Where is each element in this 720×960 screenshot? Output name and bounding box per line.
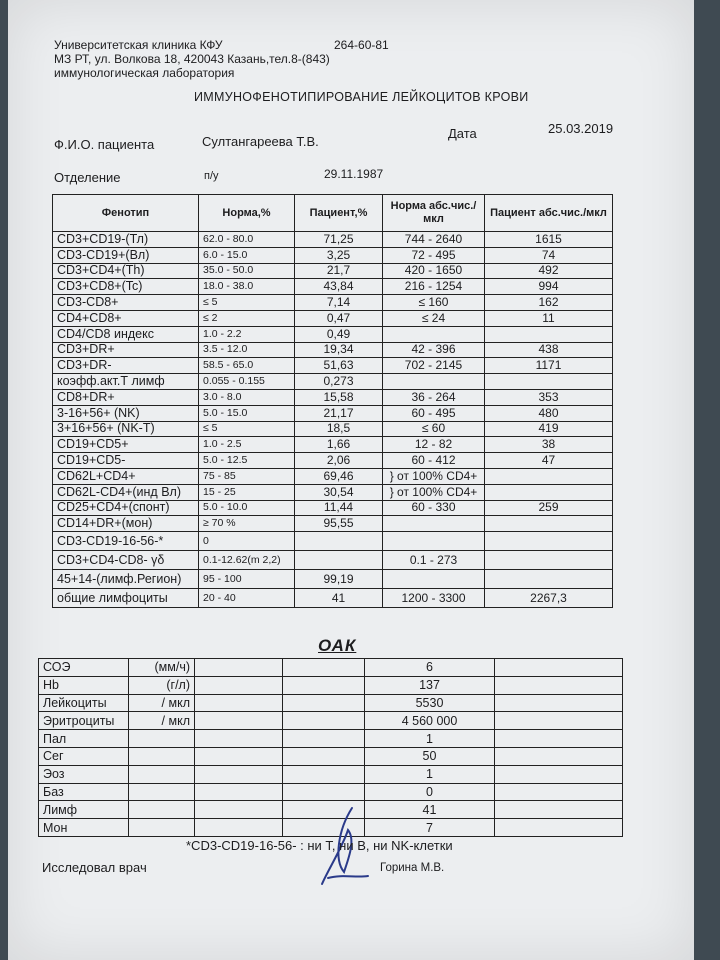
phenotype-cell: CD4+CD8+	[53, 310, 199, 326]
footnote: *CD3-CD19-16-56- : ни Т, ни В, ни NK-клетки	[186, 838, 453, 853]
patient-abs-cell: 38	[485, 437, 613, 453]
immuno-row	[53, 310, 613, 326]
oak-unit-cell: (мм/ч)	[129, 659, 195, 677]
norm-percent-cell: 0.1-12.62(m 2,2)	[199, 551, 295, 570]
immuno-row	[53, 516, 613, 532]
oak-value-cell: 50	[365, 747, 495, 765]
immuno-row	[53, 589, 613, 608]
col-phenotype: Фенотип	[53, 195, 199, 232]
oak-unit-cell	[129, 801, 195, 819]
phenotype-cell: CD14+DR+(мон)	[53, 516, 199, 532]
patient-percent-cell: 15,58	[295, 389, 383, 405]
norm-percent-cell: 15 - 25	[199, 484, 295, 500]
norm-percent-cell: 1.0 - 2.5	[199, 437, 295, 453]
oak-spacer-cell	[283, 730, 365, 748]
phenotype-cell: CD19+CD5+	[53, 437, 199, 453]
immuno-row	[53, 532, 613, 551]
phenotype-cell: 45+14-(лимф.Регион)	[53, 570, 199, 589]
oak-spacer-cell	[283, 765, 365, 783]
patient-abs-cell: 11	[485, 310, 613, 326]
immuno-row	[53, 326, 613, 342]
oak-spacer-cell	[495, 765, 623, 783]
oak-spacer-cell	[195, 659, 283, 677]
oak-row	[39, 676, 623, 694]
patient-abs-cell: 480	[485, 405, 613, 421]
report-date: 25.03.2019	[548, 121, 614, 136]
oak-row	[39, 747, 623, 765]
phenotype-cell: CD4/CD8 индекс	[53, 326, 199, 342]
phenotype-cell: CD62L-CD4+(инд Вл)	[53, 484, 199, 500]
patient-percent-cell: 0,47	[295, 310, 383, 326]
phenotype-cell: CD3+CD8+(Tc)	[53, 279, 199, 295]
patient-abs-cell	[485, 516, 613, 532]
patient-abs-cell: 1615	[485, 232, 613, 248]
phenotype-cell: CD25+CD4+(спонт)	[53, 500, 199, 516]
oak-spacer-cell	[495, 676, 623, 694]
immuno-row	[53, 295, 613, 311]
norm-percent-cell: 18.0 - 38.0	[199, 279, 295, 295]
oak-spacer-cell	[195, 694, 283, 712]
oak-row	[39, 659, 623, 677]
norm-abs-cell: } от 100% CD4+	[383, 484, 485, 500]
immuno-row	[53, 484, 613, 500]
phenotype-cell: 3+16+56+ (NK-T)	[53, 421, 199, 437]
patient-percent-cell: 3,25	[295, 247, 383, 263]
oak-unit-cell	[129, 819, 195, 837]
immuno-row	[53, 358, 613, 374]
immuno-row	[53, 247, 613, 263]
patient-percent-cell: 51,63	[295, 358, 383, 374]
patient-percent-cell: 21,17	[295, 405, 383, 421]
oak-spacer-cell	[195, 819, 283, 837]
patient-abs-cell: 74	[485, 247, 613, 263]
norm-abs-cell: 216 - 1254	[383, 279, 485, 295]
oak-param-cell: Баз	[39, 783, 129, 801]
norm-abs-cell: ≤ 24	[383, 310, 485, 326]
norm-percent-cell: 58.5 - 65.0	[199, 358, 295, 374]
oak-spacer-cell	[195, 783, 283, 801]
norm-abs-cell	[383, 532, 485, 551]
norm-percent-cell: 62.0 - 80.0	[199, 232, 295, 248]
phenotype-cell: CD3-CD19-16-56-*	[53, 532, 199, 551]
norm-percent-cell: 75 - 85	[199, 468, 295, 484]
birth-date: 29.11.1987	[324, 167, 384, 181]
oak-value-cell: 137	[365, 676, 495, 694]
patient-percent-cell: 18,5	[295, 421, 383, 437]
oak-unit-cell	[129, 747, 195, 765]
clinic-name: Университетская клиника КФУ	[54, 38, 223, 52]
patient-abs-cell	[485, 468, 613, 484]
oak-spacer-cell	[495, 801, 623, 819]
patient-abs-cell: 492	[485, 263, 613, 279]
phenotype-cell: общие лимфоциты	[53, 589, 199, 608]
patient-abs-cell: 47	[485, 453, 613, 469]
oak-param-cell: Hb	[39, 676, 129, 694]
patient-percent-cell: 99,19	[295, 570, 383, 589]
norm-abs-cell	[383, 374, 485, 390]
immuno-row	[53, 421, 613, 437]
norm-percent-cell: ≤ 5	[199, 421, 295, 437]
oak-spacer-cell	[195, 730, 283, 748]
col-norm-percent: Норма,%	[199, 195, 295, 232]
oak-value-cell: 41	[365, 801, 495, 819]
oak-param-cell: Лейкоциты	[39, 694, 129, 712]
phenotype-cell: коэфф.акт.Т лимф	[53, 374, 199, 390]
oak-spacer-cell	[495, 747, 623, 765]
patient-percent-cell: 71,25	[295, 232, 383, 248]
patient-abs-cell: 353	[485, 389, 613, 405]
patient-percent-cell: 0,49	[295, 326, 383, 342]
phenotype-cell: CD3+DR-	[53, 358, 199, 374]
oak-param-cell: Лимф	[39, 801, 129, 819]
oak-spacer-cell	[195, 676, 283, 694]
norm-abs-cell: 12 - 82	[383, 437, 485, 453]
oak-spacer-cell	[495, 783, 623, 801]
doctor-name: Горина М.В.	[380, 862, 445, 874]
immuno-row	[53, 342, 613, 358]
norm-percent-cell: ≤ 5	[199, 295, 295, 311]
clinic-address: МЗ РТ, ул. Волкова 18, 420043 Казань,тел.8-(843)	[54, 52, 330, 66]
immuno-row	[53, 551, 613, 570]
clinic-phone: 264-60-81	[334, 38, 389, 52]
patient-abs-cell: 1171	[485, 358, 613, 374]
patient-name-label: Ф.И.О. пациента	[54, 137, 155, 152]
col-patient-abs: Пациент абс.чис./мкл	[485, 195, 613, 232]
patient-percent-cell	[295, 551, 383, 570]
patient-percent-cell: 2,06	[295, 453, 383, 469]
phenotype-cell: CD3+CD4+(Th)	[53, 263, 199, 279]
oak-spacer-cell	[283, 659, 365, 677]
patient-percent-cell: 43,84	[295, 279, 383, 295]
oak-spacer-cell	[495, 712, 623, 730]
immuno-body	[53, 232, 613, 608]
oak-spacer-cell	[495, 659, 623, 677]
patient-percent-cell: 7,14	[295, 295, 383, 311]
patient-abs-cell	[485, 551, 613, 570]
immuno-row	[53, 232, 613, 248]
report-title: ИММУНОФЕНОТИПИРОВАНИЕ ЛЕЙКОЦИТОВ КРОВИ	[194, 90, 529, 104]
patient-abs-cell: 2267,3	[485, 589, 613, 608]
norm-abs-cell: ≤ 160	[383, 295, 485, 311]
norm-abs-cell: 744 - 2640	[383, 232, 485, 248]
patient-abs-cell	[485, 532, 613, 551]
department-value: п/у	[204, 170, 219, 182]
immuno-header-row	[53, 195, 613, 232]
norm-percent-cell: ≥ 70 %	[199, 516, 295, 532]
patient-abs-cell	[485, 326, 613, 342]
oak-param-cell: Эоз	[39, 765, 129, 783]
oak-spacer-cell	[283, 676, 365, 694]
oak-spacer-cell	[495, 819, 623, 837]
oak-row	[39, 694, 623, 712]
oak-unit-cell: / мкл	[129, 694, 195, 712]
patient-name: Султангареева Т.В.	[202, 134, 319, 149]
phenotype-cell: CD3+CD19-(Тл)	[53, 232, 199, 248]
oak-unit-cell	[129, 765, 195, 783]
immuno-row	[53, 468, 613, 484]
oak-row	[39, 730, 623, 748]
phenotype-cell: 3-16+56+ (NK)	[53, 405, 199, 421]
norm-percent-cell: 6.0 - 15.0	[199, 247, 295, 263]
norm-percent-cell: 35.0 - 50.0	[199, 263, 295, 279]
norm-abs-cell: 72 - 495	[383, 247, 485, 263]
patient-abs-cell: 259	[485, 500, 613, 516]
phenotype-cell: CD3-CD19+(Вл)	[53, 247, 199, 263]
oak-spacer-cell	[495, 730, 623, 748]
patient-abs-cell: 438	[485, 342, 613, 358]
patient-percent-cell: 1,66	[295, 437, 383, 453]
norm-abs-cell: ≤ 60	[383, 421, 485, 437]
patient-percent-cell: 11,44	[295, 500, 383, 516]
norm-percent-cell: 0	[199, 532, 295, 551]
oak-unit-cell	[129, 730, 195, 748]
oak-param-cell: Эритроциты	[39, 712, 129, 730]
oak-value-cell: 7	[365, 819, 495, 837]
norm-percent-cell: 20 - 40	[199, 589, 295, 608]
oak-title: ОАК	[318, 636, 357, 655]
phenotype-cell: CD3+DR+	[53, 342, 199, 358]
oak-value-cell: 5530	[365, 694, 495, 712]
norm-abs-cell: 60 - 412	[383, 453, 485, 469]
norm-percent-cell: 1.0 - 2.2	[199, 326, 295, 342]
patient-abs-cell: 994	[485, 279, 613, 295]
immuno-row	[53, 453, 613, 469]
oak-value-cell: 0	[365, 783, 495, 801]
immunophenotype-table	[52, 194, 613, 608]
norm-percent-cell: 3.5 - 12.0	[199, 342, 295, 358]
immuno-row	[53, 437, 613, 453]
immuno-row	[53, 374, 613, 390]
norm-abs-cell: 1200 - 3300	[383, 589, 485, 608]
oak-spacer-cell	[283, 694, 365, 712]
patient-percent-cell: 30,54	[295, 484, 383, 500]
patient-percent-cell	[295, 532, 383, 551]
norm-percent-cell: 0.055 - 0.155	[199, 374, 295, 390]
norm-percent-cell: 5.0 - 12.5	[199, 453, 295, 469]
lab-report-sheet	[8, 0, 694, 960]
oak-param-cell: СОЭ	[39, 659, 129, 677]
norm-abs-cell: 0.1 - 273	[383, 551, 485, 570]
col-patient-percent: Пациент,%	[295, 195, 383, 232]
phenotype-cell: CD3+CD4-CD8- γδ	[53, 551, 199, 570]
patient-abs-cell: 419	[485, 421, 613, 437]
oak-spacer-cell	[195, 801, 283, 819]
phenotype-cell: CD62L+CD4+	[53, 468, 199, 484]
patient-percent-cell: 41	[295, 589, 383, 608]
oak-param-cell: Пал	[39, 730, 129, 748]
oak-spacer-cell	[283, 747, 365, 765]
oak-row	[39, 783, 623, 801]
phenotype-cell: CD19+CD5-	[53, 453, 199, 469]
oak-spacer-cell	[195, 765, 283, 783]
patient-abs-cell	[485, 374, 613, 390]
phenotype-cell: CD8+DR+	[53, 389, 199, 405]
col-norm-abs: Норма абс.чис./мкл	[383, 195, 485, 232]
oak-spacer-cell	[495, 694, 623, 712]
norm-abs-cell: 42 - 396	[383, 342, 485, 358]
patient-abs-cell	[485, 484, 613, 500]
oak-value-cell: 4 560 000	[365, 712, 495, 730]
norm-abs-cell: 702 - 2145	[383, 358, 485, 374]
norm-abs-cell	[383, 516, 485, 532]
norm-percent-cell: 5.0 - 10.0	[199, 500, 295, 516]
immuno-row	[53, 263, 613, 279]
oak-value-cell: 1	[365, 730, 495, 748]
patient-percent-cell: 95,55	[295, 516, 383, 532]
oak-row	[39, 765, 623, 783]
oak-spacer-cell	[195, 712, 283, 730]
oak-spacer-cell	[283, 712, 365, 730]
patient-abs-cell	[485, 570, 613, 589]
oak-unit-cell: / мкл	[129, 712, 195, 730]
norm-abs-cell	[383, 570, 485, 589]
norm-abs-cell	[383, 326, 485, 342]
immuno-row	[53, 570, 613, 589]
norm-abs-cell: 420 - 1650	[383, 263, 485, 279]
clinic-header	[54, 38, 389, 80]
norm-abs-cell: 36 - 264	[383, 389, 485, 405]
oak-unit-cell	[129, 783, 195, 801]
patient-percent-cell: 19,34	[295, 342, 383, 358]
norm-percent-cell: 95 - 100	[199, 570, 295, 589]
norm-percent-cell: ≤ 2	[199, 310, 295, 326]
patient-abs-cell: 162	[485, 295, 613, 311]
oak-spacer-cell	[283, 783, 365, 801]
oak-row	[39, 712, 623, 730]
norm-percent-cell: 5.0 - 15.0	[199, 405, 295, 421]
date-label: Дата	[448, 126, 477, 141]
immuno-row	[53, 279, 613, 295]
oak-param-cell: Сег	[39, 747, 129, 765]
lab-name: иммунологическая лаборатория	[54, 66, 235, 80]
phenotype-cell: CD3-CD8+	[53, 295, 199, 311]
doctor-label: Исследовал врач	[42, 860, 147, 875]
norm-abs-cell: 60 - 330	[383, 500, 485, 516]
patient-percent-cell: 21,7	[295, 263, 383, 279]
oak-value-cell: 6	[365, 659, 495, 677]
patient-percent-cell: 69,46	[295, 468, 383, 484]
immuno-row	[53, 405, 613, 421]
oak-value-cell: 1	[365, 765, 495, 783]
norm-abs-cell: } от 100% CD4+	[383, 468, 485, 484]
oak-unit-cell: (г/л)	[129, 676, 195, 694]
oak-spacer-cell	[195, 747, 283, 765]
norm-percent-cell: 3.0 - 8.0	[199, 389, 295, 405]
department-label: Отделение	[54, 170, 121, 185]
norm-abs-cell: 60 - 495	[383, 405, 485, 421]
immuno-row	[53, 389, 613, 405]
patient-percent-cell: 0,273	[295, 374, 383, 390]
oak-param-cell: Мон	[39, 819, 129, 837]
immuno-row	[53, 500, 613, 516]
